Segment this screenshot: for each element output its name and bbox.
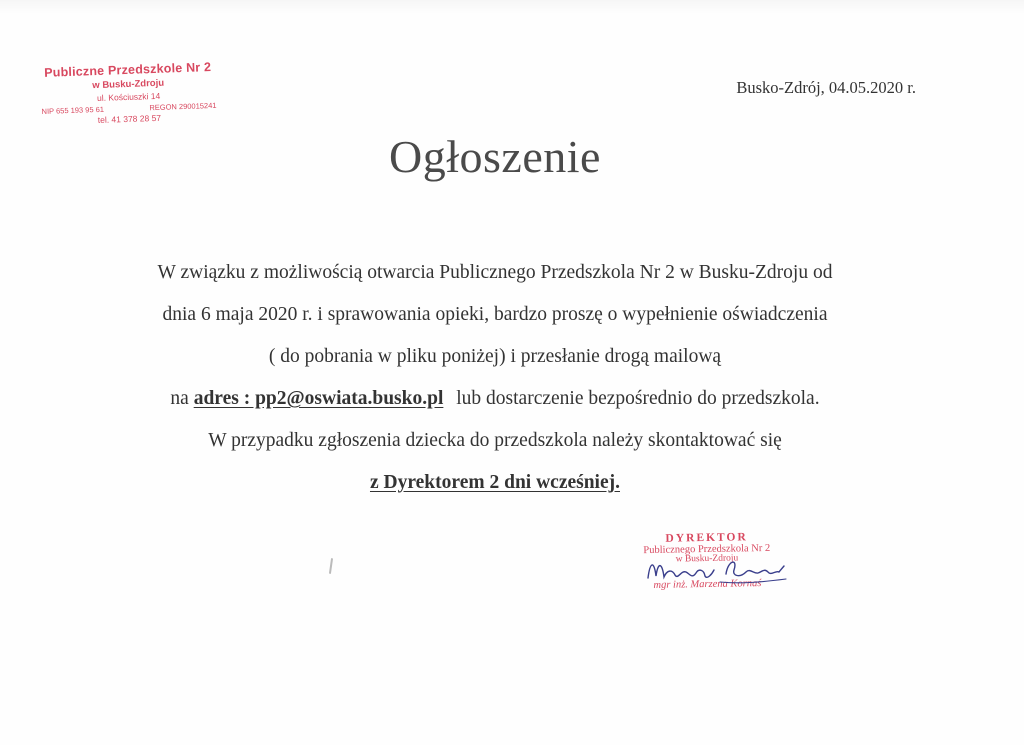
body-line-4 [60, 378, 930, 420]
date-line: Busko-Zdrój, 04.05.2020 r. [736, 78, 916, 97]
stamp-town: w Busku-Zdroju [92, 77, 165, 92]
stray-mark [329, 558, 333, 574]
stamp-school-name: Publiczne Przedszkole Nr 2 [43, 60, 212, 80]
body-line-3: ( do pobrania w pliku poniżej) i przesłanie drogą mailową [268, 346, 722, 367]
stamp-nip: NIP 655 193 95 61 [41, 104, 105, 116]
body-line-2: dnia 6 maja 2020 r. i sprawowania opieki, bardzo proszę o wypełnienie oświadczenia [162, 304, 828, 325]
body-line-6 [60, 462, 930, 504]
email-address-link[interactable]: adres : pp2@oswiata.busko.pl [193, 388, 444, 409]
director-role: DYREKTOR [665, 531, 748, 545]
body-line-5: W przypadku zgłoszenia dziecka do przedszkola należy skontaktować się [208, 430, 782, 451]
announcement-body [60, 252, 930, 504]
body-line-1: W związku z możliwością otwarcia Publicznego Przedszkola Nr 2 w Busku-Zdroju od [157, 262, 833, 283]
body-line-4-suffix: lub dostarczenie bezpośrednio do przedszkola. [456, 388, 820, 409]
scan-edge [0, 0, 1024, 14]
stamp-regon: REGON 290015241 [149, 100, 217, 112]
school-stamp [40, 60, 217, 127]
director-name: mgr inż. Marzena Kornaś [653, 578, 762, 591]
director-org: Publicznego Przedszkola Nr 2 [643, 542, 771, 557]
document-title: Ogłoszenie [389, 131, 601, 182]
body-line-4-prefix: na [170, 388, 189, 409]
stamp-phone: tel. 41 378 28 57 [97, 112, 162, 125]
signature-image [642, 552, 792, 590]
stamp-street: ul. Kościuszki 14 [96, 91, 161, 104]
contact-director-note: z Dyrektorem 2 dni wcześniej. [369, 472, 620, 493]
director-town: w Busku-Zdroju [675, 553, 739, 565]
